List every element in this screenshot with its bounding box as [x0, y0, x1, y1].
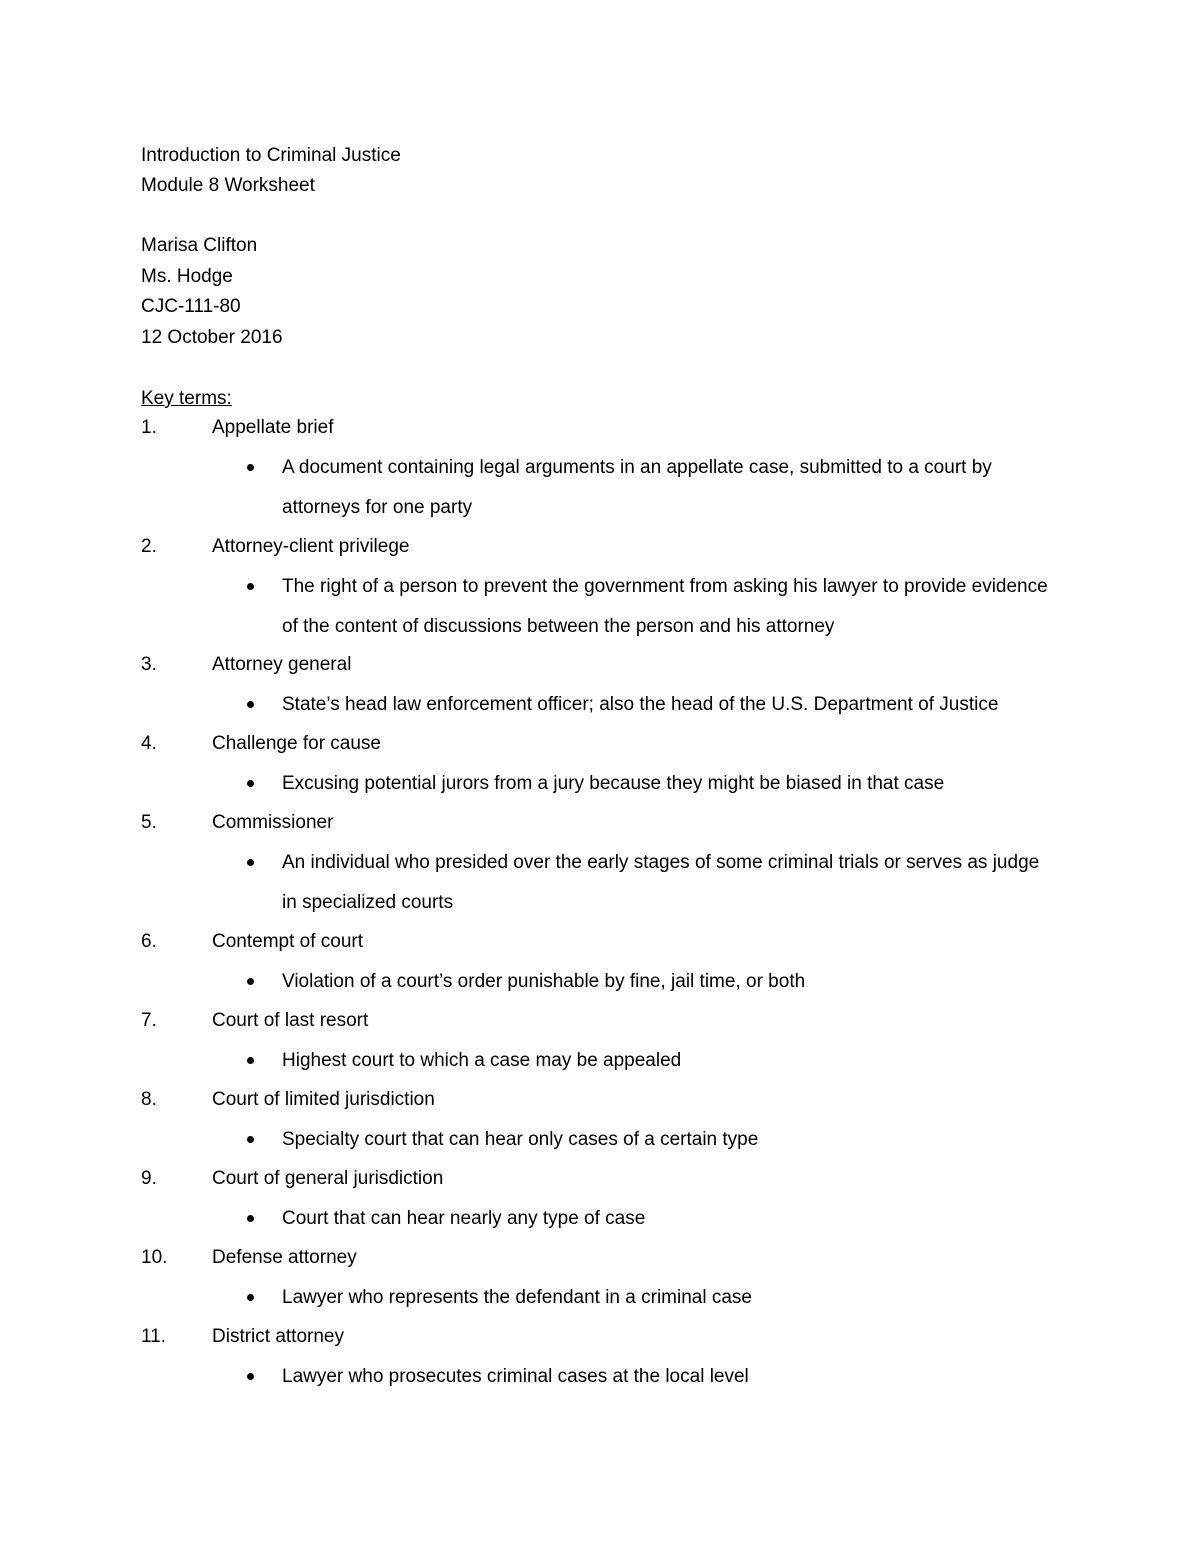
term-definition: Lawyer who prosecutes criminal cases at the local level [282, 1366, 749, 1387]
term-definition: Excusing potential jurors from a jury because they might be biased in that case [282, 773, 945, 794]
bullet-icon [247, 1215, 254, 1222]
term-number: 11. [141, 1326, 167, 1347]
term-definition: The right of a person to prevent the government from asking his lawyer to provide evidence of the content of discussions between the person and his attorney [282, 576, 1048, 637]
worksheet-title: Module 8 Worksheet [141, 175, 315, 196]
term-number: 3. [141, 654, 157, 675]
term-definition: Specialty court that can hear only cases of a certain type [282, 1129, 759, 1150]
term-number: 6. [141, 931, 157, 952]
term-label: Defense attorney [212, 1247, 357, 1268]
term-number: 8. [141, 1089, 157, 1110]
bullet-icon [247, 583, 254, 590]
term-number: 4. [141, 733, 157, 754]
term-number: 10. [141, 1247, 168, 1268]
term-number: 2. [141, 536, 157, 557]
term-label: Court of general jurisdiction [212, 1168, 444, 1189]
term-label: Contempt of court [212, 931, 364, 952]
term-label: Attorney-client privilege [212, 536, 410, 557]
term-label: Commissioner [212, 812, 334, 833]
term-number: 5. [141, 812, 157, 833]
term-number: 7. [141, 1010, 157, 1031]
term-label: Court of limited jurisdiction [212, 1089, 435, 1110]
bullet-icon [247, 464, 254, 471]
date: 12 October 2016 [141, 327, 283, 348]
bullet-icon [247, 1373, 254, 1380]
bullet-icon [247, 859, 254, 866]
term-definition: Violation of a court’s order punishable by fine, jail time, or both [282, 971, 806, 992]
term-definition: An individual who presided over the early stages of some criminal trials or serves as judge in specialized courts [282, 852, 1040, 913]
course-code: CJC-111-80 [141, 296, 241, 317]
bullet-icon [247, 701, 254, 708]
term-label: Challenge for cause [212, 733, 381, 754]
term-label: District attorney [212, 1326, 344, 1347]
key-terms-heading: Key terms: [141, 388, 232, 409]
bullet-icon [247, 1057, 254, 1064]
term-label: Attorney general [212, 654, 352, 675]
course-title: Introduction to Criminal Justice [141, 145, 401, 166]
bullet-icon [247, 1136, 254, 1143]
term-number: 9. [141, 1168, 157, 1189]
student-name: Marisa Clifton [141, 235, 258, 256]
term-label: Appellate brief [212, 417, 334, 438]
term-label: Court of last resort [212, 1010, 369, 1031]
bullet-icon [247, 978, 254, 985]
term-definition: State’s head law enforcement officer; also the head of the U.S. Department of Justice [282, 694, 999, 715]
bullet-icon [247, 780, 254, 787]
term-definition: A document containing legal arguments in an appellate case, submitted to a court by attorneys for one party [282, 457, 992, 518]
term-definition: Court that can hear nearly any type of case [282, 1208, 646, 1229]
bullet-icon [247, 1294, 254, 1301]
instructor-name: Ms. Hodge [141, 266, 233, 287]
term-definition: Lawyer who represents the defendant in a criminal case [282, 1287, 752, 1308]
term-definition: Highest court to which a case may be appealed [282, 1050, 682, 1071]
term-number: 1. [141, 417, 157, 438]
